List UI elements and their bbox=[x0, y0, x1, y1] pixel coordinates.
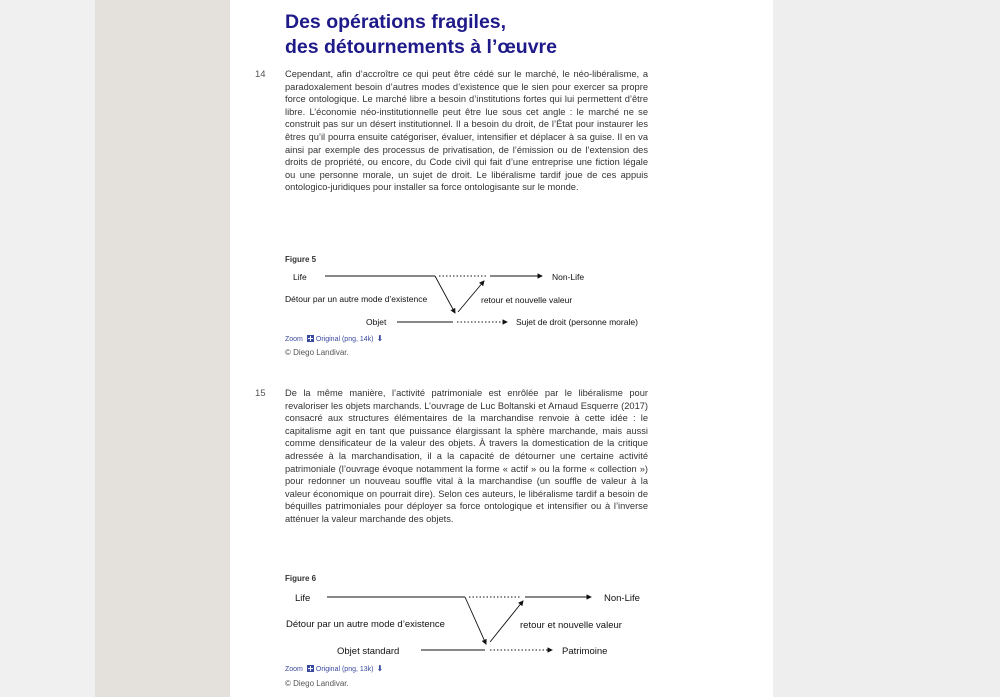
retour-arrow bbox=[490, 601, 523, 642]
figure-links bbox=[285, 334, 383, 343]
left-margin bbox=[0, 0, 95, 697]
section-title-line-1: Des opérations fragiles, bbox=[285, 11, 507, 33]
figure-label: Figure 5 bbox=[285, 255, 317, 264]
life-label: Life bbox=[295, 593, 311, 604]
download-arrow-icon[interactable]: ⬇ bbox=[376, 334, 384, 343]
detour-arrow bbox=[435, 276, 455, 313]
paragraph-text: De la même manière, l’activité patrimoniale est enrôlée par le libéralisme pour revaloriser les objets marchands. L’ouvrage de Luc Boltanski et Arnaud Esquerre (2017) consacré aux structures élémentaires de la marchandise renvoie à cette idée : le capitalisme agit en tant que puissance élargissant la sphère marchande, mais aussi comme densificateur de la valeur des objets. À travers la domestication de la critique adressée à la marchandisation, il a la capacité de détourner une certaine activité patrimoniale (l’ouvrage évoque notamment la forme « actif » ou la forme « collection ») pour redonner un nouveau souffle vital à la marchandise (un souffle de valeur à la valeur économique on pourrait dire). Selon ces auteurs, le libéralisme tardif a besoin de béquilles patrimoniales pour déployer sa force ontologique et intensifier ou à l’inverse atténuer la valeur marchande des objets. bbox=[285, 388, 648, 524]
paragraph-number: 15 bbox=[255, 388, 266, 399]
download-arrow-icon[interactable]: ⬇ bbox=[376, 664, 384, 673]
non-life-label: Non-Life bbox=[604, 593, 640, 604]
paragraph-number: 14 bbox=[255, 69, 266, 80]
sujet-label: Sujet de droit (personne morale) bbox=[516, 317, 638, 327]
original-link[interactable]: Original (png, 13k) bbox=[315, 666, 374, 673]
figure-credit: © Diego Landivar. bbox=[285, 348, 349, 357]
detour-label: Détour par un autre mode d’existence bbox=[286, 619, 445, 630]
zoom-link[interactable]: Zoom bbox=[285, 336, 303, 343]
non-life-label: Non-Life bbox=[552, 272, 585, 282]
detour-label: Détour par un autre mode d’existence bbox=[285, 294, 428, 304]
objet-label: Objet standard bbox=[337, 646, 400, 657]
plus-square-icon[interactable] bbox=[307, 335, 314, 342]
sujet-label: Patrimoine bbox=[562, 646, 608, 657]
figure-label: Figure 6 bbox=[285, 574, 317, 583]
life-label: Life bbox=[293, 272, 307, 282]
figure-credit: © Diego Landivar. bbox=[285, 679, 349, 688]
section-title bbox=[285, 10, 705, 60]
figure-5-diagram bbox=[285, 266, 655, 330]
figure-links bbox=[285, 664, 383, 673]
retour-label: retour et nouvelle valeur bbox=[520, 620, 622, 631]
left-gutter-band bbox=[95, 0, 230, 697]
zoom-link[interactable]: Zoom bbox=[285, 666, 303, 673]
retour-label: retour et nouvelle valeur bbox=[481, 295, 573, 305]
plus-square-icon[interactable] bbox=[307, 665, 314, 672]
figure-6-diagram bbox=[285, 586, 655, 658]
original-link[interactable]: Original (png, 14k) bbox=[315, 336, 374, 343]
detour-arrow bbox=[465, 597, 486, 644]
objet-label: Objet bbox=[366, 317, 387, 327]
paragraph-text: Cependant, afin d’accroître ce qui peut être cédé sur le marché, le néo-libéralisme, a paradoxalement besoin d’autres modes d’existence que le sien pour exercer sa propre force ontologique. Le marché libre a besoin d’institutions fortes qui lui permettent d’être libre. L’économie néo-institutionnelle peut être lue sous cet angle : le marché ne se construit pas sur un désert institutionnel. Il a besoin du droit, de l’État pour instaurer les êtres qu’il pourra ensuite catégoriser, évaluer, intensifier et déplacer à sa guise. Il en va ainsi par exemple des processus de privatisation, de l’émission ou de l’extension des droits de propriété, ou encore, du Code civil qui fait d’une entreprise une fiction légale ou une personne morale, un sujet de droit. Le libéralisme tardif joue de ces appuis ontologico-juridiques pour installer sa force ontologisante sur le monde. bbox=[285, 69, 648, 193]
right-margin bbox=[773, 0, 1000, 697]
section-title-line-2: des détournements à l’œuvre bbox=[285, 36, 557, 58]
